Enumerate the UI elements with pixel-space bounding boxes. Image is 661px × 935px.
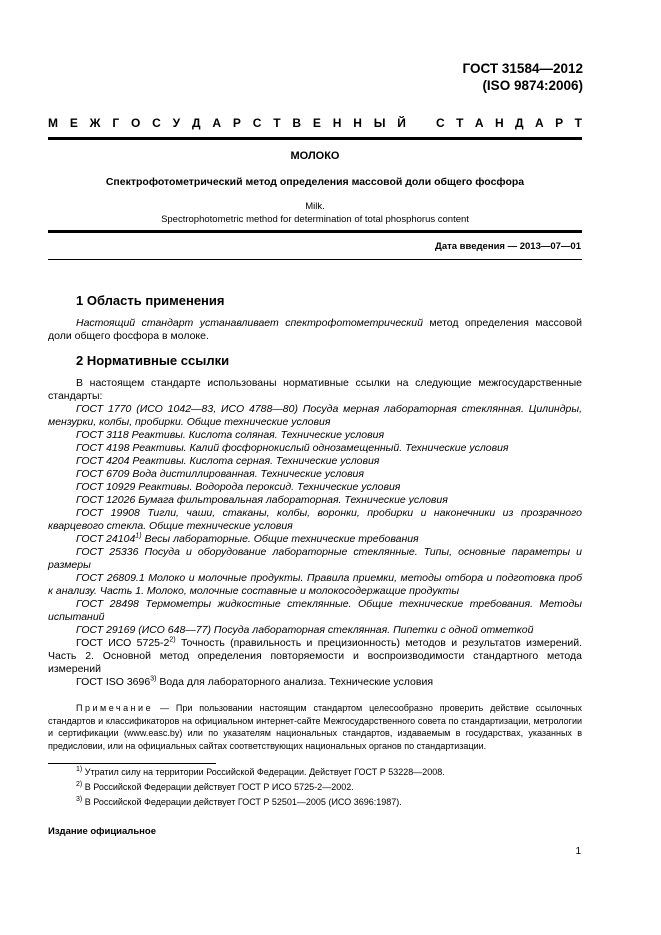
section-1-text-italic: Настоящий стандарт устанавливает спектрофотометрический [76,317,423,329]
section-1-text-rest: метод определения массовой доли общего фосфора в молоке. [48,317,582,342]
ref-gost-iso-3696-code: ГОСТ ISO 3696 [76,676,151,688]
iso-code: (ISO 9874:2006) [482,78,583,93]
ref-gost-1770: ГОСТ 1770 (ИСО 1042—83, ИСО 4788—80) Посуда мерная лабораторная стеклянная. Цилиндры, мензурки, колбы, пробирки. Общие технические условия [48,403,582,428]
english-title-line1: Milk. [305,201,325,212]
document-subtitle: Спектрофотометрический метод определения массовой доли общего фосфора [105,176,525,188]
english-title [48,200,582,226]
section-2-intro: В настоящем стандарте использованы нормативные ссылки на следующие межгосударственные стандарты: [48,377,582,402]
ref-gost-24104-code: ГОСТ 24104 [76,533,136,545]
banner-letter: В [292,116,302,130]
footnote-1-mark: 1) [76,766,83,773]
ref-gost-iso-3696-title: Вода для лабораторного анализа. Технические условия [156,676,434,688]
banner-letter: С [252,116,262,130]
page-number: 1 [575,846,581,857]
footnote-3-text: В Российской Федерации действует ГОСТ Р 52501—2005 (ИСО 3696:1987). [82,797,402,807]
banner-letter: Д [191,116,201,130]
ref-gost-26809-1: ГОСТ 26809.1 Молоко и молочные продукты. Правила приемки, методы отбора и подготовка проб к анализу. Часть 1. Молоко, молочные составные и молокосодержащие продукты [48,572,582,597]
ref-gost-24104-title: Весы лабораторные. Общие технические требования [141,533,419,545]
banner-letter: Р [232,116,241,130]
ref-gost-12026: ГОСТ 12026 Бумага фильтровальная лабораторная. Технические условия [76,494,448,506]
standard-type-banner [48,116,582,130]
standard-code: ГОСТ 31584—2012 [462,61,583,76]
section-1-text [48,317,582,343]
ref-gost-25336: ГОСТ 25336 Посуда и оборудование лабораторные стеклянные. Типы, основные параметры и размеры [48,546,582,571]
official-edition-label: Издание официальное [48,826,156,837]
banner-letter: Т [456,116,464,130]
banner-letter: М [48,116,58,130]
ref-gost-iso-5725-2-code: ГОСТ ИСО 5725-2 [76,637,170,649]
banner-letter: С [152,116,161,130]
note-text: — При пользовании настоящим стандартом целесообразно проверить действие ссылочных стандартов и классификаторов на официальном интернет-сайте Межгосударственного совета по стандартизации, метрологии и сертификации (www.easc.by) или по указателям национальных стандартов, издаваемым в государствах, указанных в предисловии, или на официальных сайтах соответствующих национальных органов по стандартизации. [48,703,582,751]
banner-letter: Д [515,116,524,130]
footnote-2-text: В Российской Федерации действует ГОСТ Р ИСО 5725-2—2002. [82,782,354,792]
ref-gost-29169: ГОСТ 29169 (ИСО 648—77) Посуда лабораторная стеклянная. Пипетки с одной отметкой [76,624,534,636]
banner-letter: Н [494,116,504,130]
banner-letter: А [535,116,544,130]
banner-letter: Й [397,116,406,130]
banner-letter: Ж [89,116,101,130]
ref-gost-6709: ГОСТ 6709 Вода дистиллированная. Технические условия [76,468,365,480]
note-label: Примечание [76,703,154,713]
footnote-ref-3: 3) [150,675,157,683]
banner-letter: С [436,116,445,130]
ref-gost-24104 [48,533,582,546]
banner-letter: А [212,116,222,130]
banner-letter: Е [312,116,321,130]
banner-letter: Г [112,116,120,130]
header-rule-thick [48,137,582,140]
banner-word-interstate [48,116,406,130]
document-title: МОЛОКО [290,150,340,162]
banner-letter: Н [353,116,362,130]
ref-gost-4204: ГОСТ 4204 Реактивы. Кислота серная. Технические условия [76,455,380,467]
banner-letter: Е [69,116,78,130]
footnote-2 [76,782,354,792]
english-title-line2: Spectrophotometric method for determination of total phosphorus content [161,214,469,225]
ref-gost-4198: ГОСТ 4198 Реактивы. Калий фосфорнокислый однозамещенный. Технические условия [76,442,509,454]
ref-gost-3118: ГОСТ 3118 Реактивы. Кислота соляная. Технические условия [76,429,385,441]
ref-gost-iso-3696 [48,676,582,689]
banner-letter: Т [574,116,582,130]
banner-letter: Н [332,116,342,130]
note-paragraph [48,702,582,752]
section-1-heading: 1 Область применения [76,293,225,308]
banner-letter: А [474,116,484,130]
ref-gost-28498: ГОСТ 28498 Термометры жидкостные стеклянные. Общие технические требования. Методы испытаний [48,598,582,623]
footnote-1-text: Утратил силу на территории Российской Федерации. Действует ГОСТ Р 53228—2008. [82,767,445,777]
footnote-3-mark: 3) [76,796,83,803]
banner-letter: У [172,116,181,130]
banner-word-standard [436,116,582,130]
banner-letter: Ы [373,116,386,130]
footnote-separator [48,763,216,764]
introduction-date: Дата введения — 2013—07—01 [435,241,581,252]
footnote-3 [76,797,402,807]
title-rule-thick [48,230,582,233]
footnote-ref-2: 2) [169,636,176,644]
footnote-2-mark: 2) [76,781,83,788]
ref-gost-iso-5725-2-title: Точность (правильность и прецизионность) методов и результатов измерений. Часть 2. Основной метод определения повторяемости и воспроизводимости стандартного метода измерений [48,637,582,675]
banner-letter: О [131,116,141,130]
ref-gost-10929: ГОСТ 10929 Реактивы. Водорода пероксид. Технические условия [76,481,401,493]
date-rule-thin [48,259,582,260]
banner-letter: Р [555,116,564,130]
banner-letter: Т [273,116,281,130]
standard-designation [463,60,583,94]
footnote-ref-1: 1) [135,532,142,540]
ref-gost-19908: ГОСТ 19908 Тигли, чаши, стаканы, колбы, воронки, пробирки и наконечники из прозрачного кварцевого стекла. Общие технические условия [48,507,582,532]
section-2-body [48,377,582,689]
ref-gost-iso-5725-2 [48,637,582,676]
section-2-heading: 2 Нормативные ссылки [76,353,230,368]
footnote-1 [76,767,445,777]
